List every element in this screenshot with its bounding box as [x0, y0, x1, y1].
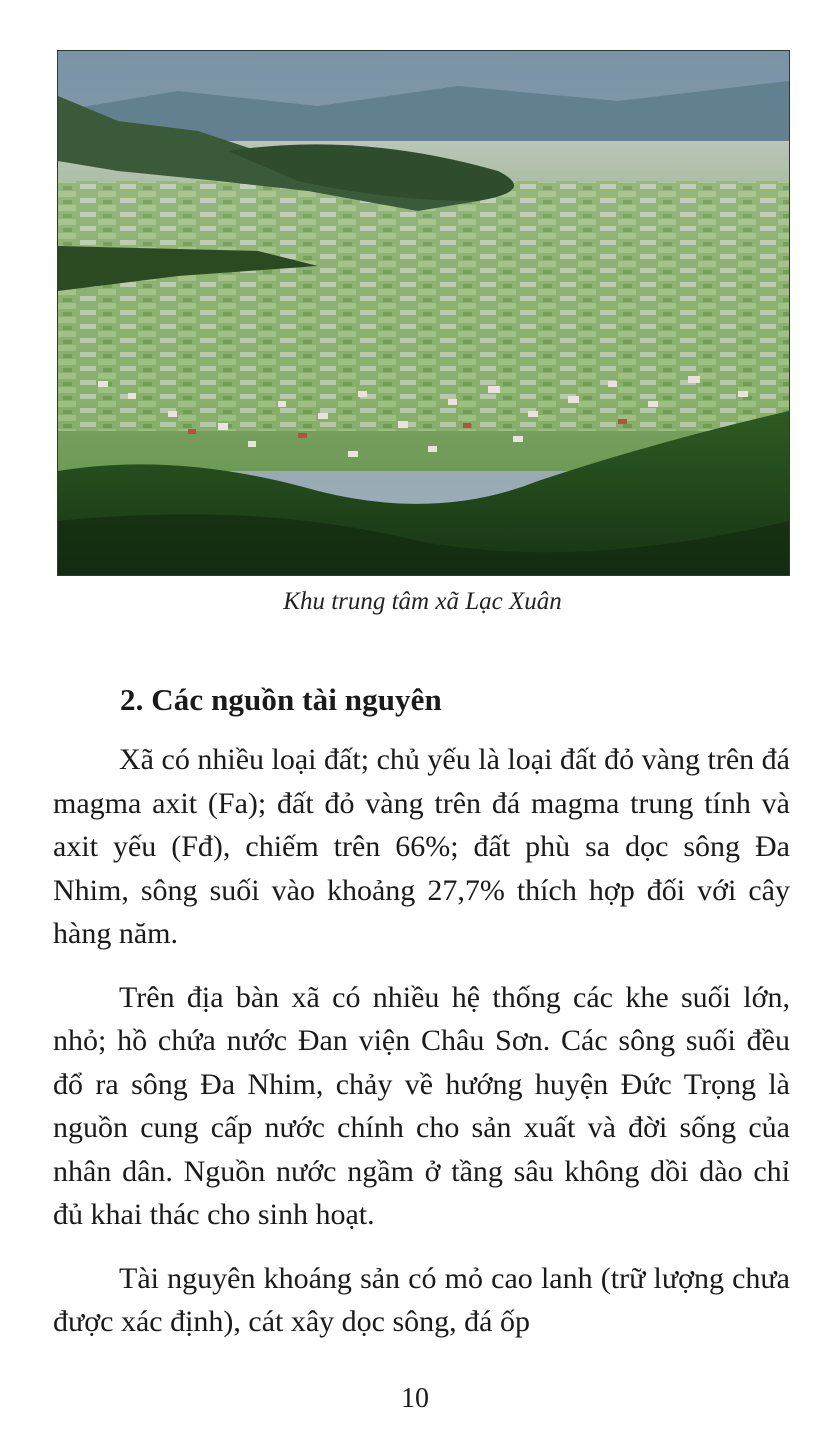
- section-heading: 2. Các nguồn tài nguyên: [120, 682, 442, 717]
- paragraph: Tài nguyên khoáng sản có mỏ cao lanh (trữ lượng chưa được xác định), cát xây dọc sông, đá ốp: [53, 1261, 790, 1338]
- figure-caption: Khu trung tâm xã Lạc Xuân: [283, 588, 562, 615]
- body-text: [53, 738, 790, 1344]
- paragraph: Trên địa bàn xã có nhiều hệ thống các khe suối lớn, nhỏ; hồ chứa nước Đan viện Châu Sơn. Các sông suối đều đổ ra sông Đa Nhim, chảy về hướng huyện Đức Trọng là nguồn cung cấp nước chính cho sản xuất và đời sống của nhân dân. Nguồn nước ngầm ở tầng sâu không dồi dào chỉ đủ khai thác cho sinh hoạt.: [53, 980, 790, 1231]
- page-number: 10: [401, 1383, 429, 1414]
- landscape-illustration: [58, 51, 789, 575]
- paragraph: Xã có nhiều loại đất; chủ yếu là loại đất đỏ vàng trên đá magma axit (Fa); đất đỏ vàng trên đá magma trung tính và axit yếu (Fđ), chiếm trên 66%; đất phù sa dọc sông Đa Nhim, sông suối vào khoảng 27,7% thích hợp đối với cây hàng năm.: [53, 743, 790, 950]
- landscape-photo: [57, 50, 790, 576]
